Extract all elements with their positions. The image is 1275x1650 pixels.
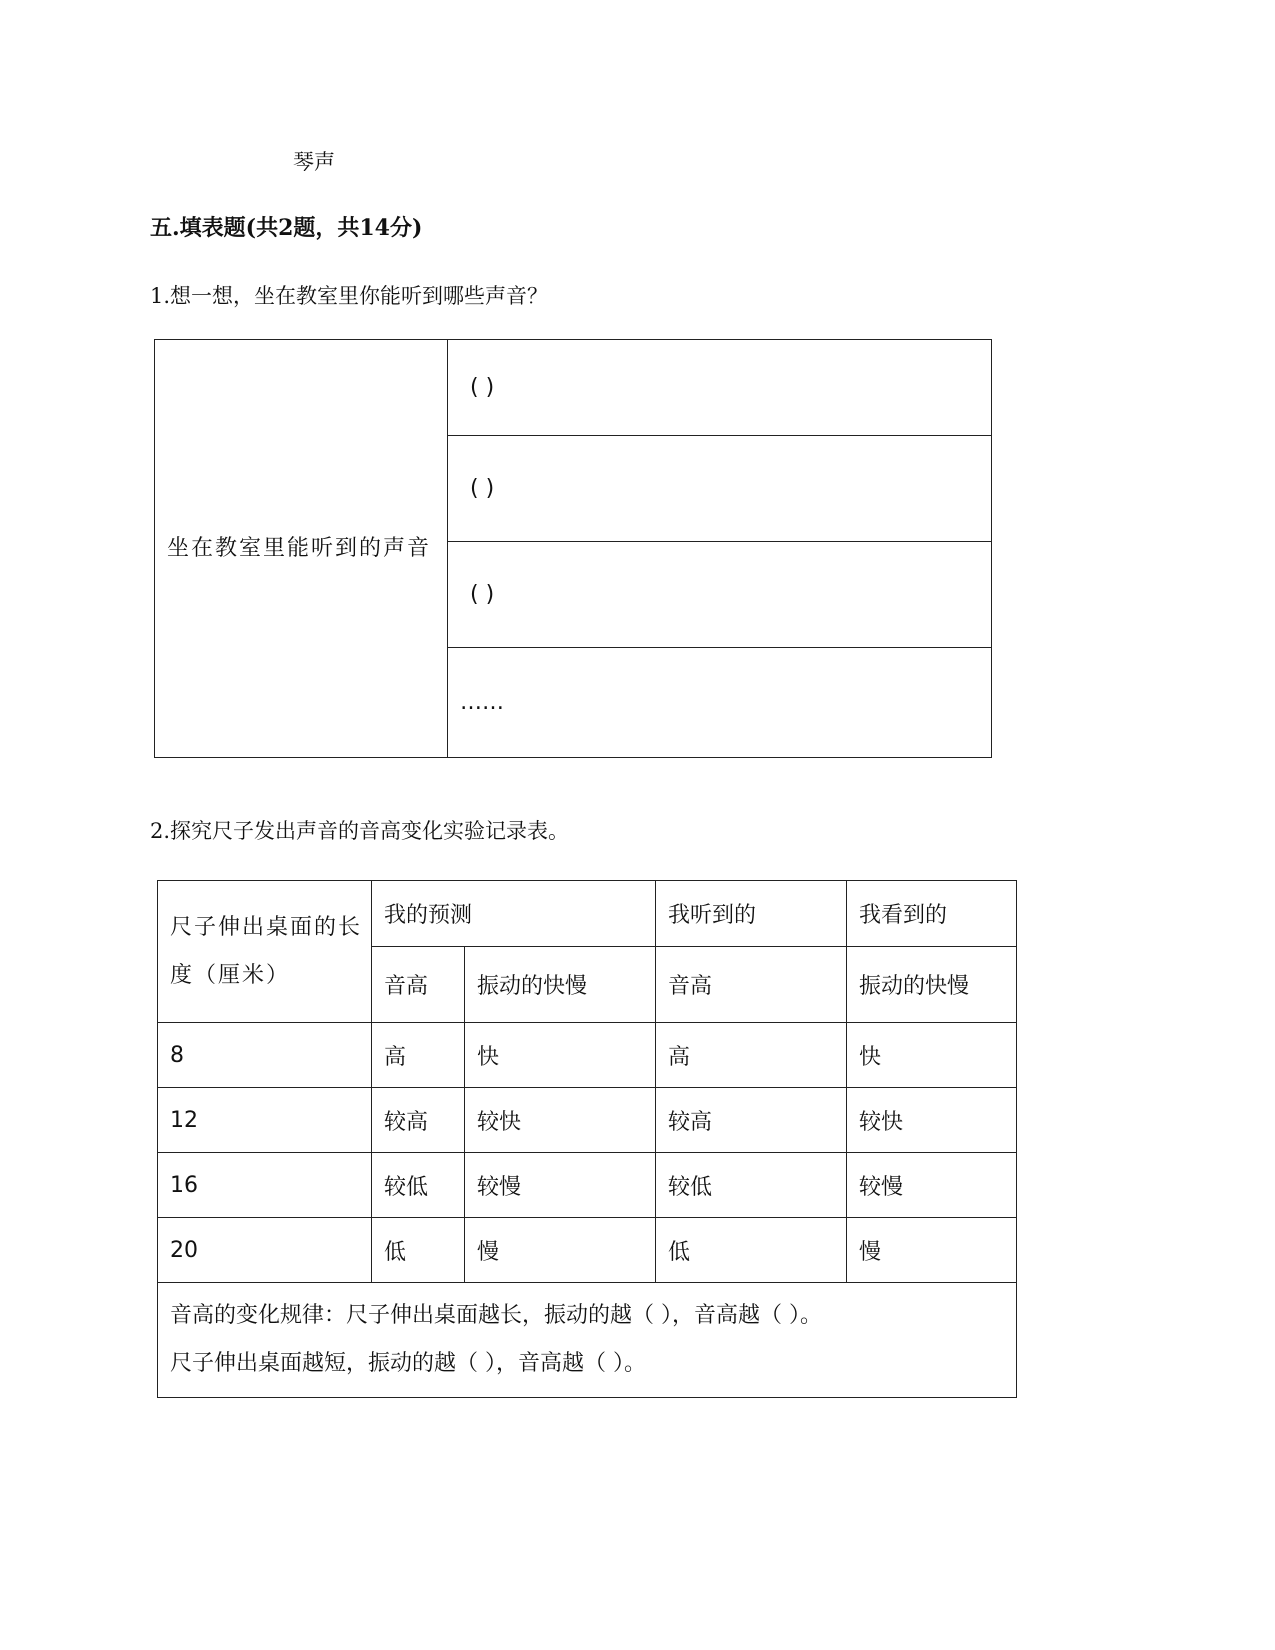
header-heard-pitch: 音高 bbox=[656, 947, 847, 1023]
classroom-sounds-label: 坐在教室里能听到的声音 bbox=[155, 340, 448, 758]
row-length: 20 bbox=[158, 1218, 372, 1283]
question-2-prompt: 2.探究尺子发出声音的音高变化实验记录表。 bbox=[150, 819, 570, 843]
header-prediction: 我的预测 bbox=[372, 881, 656, 947]
pitch-rule-cell bbox=[158, 1283, 1017, 1398]
row-pred-pitch: 较高 bbox=[372, 1088, 465, 1153]
sound-blank-2[interactable]: ( ) bbox=[448, 436, 992, 542]
header-length: 尺子伸出桌面的长度（厘米） bbox=[158, 881, 372, 1023]
section-title: 五.填表题(共2题，共14分) bbox=[150, 215, 423, 241]
carryover-text: 琴声 bbox=[293, 150, 335, 174]
row-length: 16 bbox=[158, 1153, 372, 1218]
row-heard-pitch: 较高 bbox=[656, 1088, 847, 1153]
pitch-rule-line-1: 音高的变化规律：尺子伸出桌面越长，振动的越（ ），音高越（ ）。 bbox=[170, 1303, 822, 1328]
row-heard-pitch: 较低 bbox=[656, 1153, 847, 1218]
row-heard-pitch: 低 bbox=[656, 1218, 847, 1283]
row-pred-vibration: 快 bbox=[465, 1023, 656, 1088]
header-heard: 我听到的 bbox=[656, 881, 847, 947]
row-seen-vibration: 较快 bbox=[847, 1088, 1017, 1153]
table-row bbox=[158, 1088, 1017, 1153]
row-pred-vibration: 较快 bbox=[465, 1088, 656, 1153]
sound-ellipsis: …… bbox=[448, 648, 992, 758]
row-pred-vibration: 慢 bbox=[465, 1218, 656, 1283]
row-pred-pitch: 高 bbox=[372, 1023, 465, 1088]
ruler-pitch-table bbox=[157, 880, 1017, 1398]
sound-blank-1[interactable]: ( ) bbox=[448, 340, 992, 436]
pitch-rule-line-2: 尺子伸出桌面越短，振动的越（ ），音高越（ ）。 bbox=[170, 1351, 646, 1376]
row-seen-vibration: 快 bbox=[847, 1023, 1017, 1088]
row-length: 12 bbox=[158, 1088, 372, 1153]
question-1-prompt: 1.想一想，坐在教室里你能听到哪些声音？ bbox=[150, 284, 549, 308]
header-seen: 我看到的 bbox=[847, 881, 1017, 947]
row-length: 8 bbox=[158, 1023, 372, 1088]
row-seen-vibration: 慢 bbox=[847, 1218, 1017, 1283]
header-pitch: 音高 bbox=[372, 947, 465, 1023]
row-heard-pitch: 高 bbox=[656, 1023, 847, 1088]
classroom-sounds-table bbox=[154, 339, 992, 758]
table-row bbox=[158, 1153, 1017, 1218]
row-seen-vibration: 较慢 bbox=[847, 1153, 1017, 1218]
row-pred-pitch: 较低 bbox=[372, 1153, 465, 1218]
table-row bbox=[158, 1023, 1017, 1088]
row-pred-vibration: 较慢 bbox=[465, 1153, 656, 1218]
table-row bbox=[158, 1218, 1017, 1283]
sound-blank-3[interactable]: ( ) bbox=[448, 542, 992, 648]
header-seen-vibration: 振动的快慢 bbox=[847, 947, 1017, 1023]
header-vibration: 振动的快慢 bbox=[465, 947, 656, 1023]
row-pred-pitch: 低 bbox=[372, 1218, 465, 1283]
